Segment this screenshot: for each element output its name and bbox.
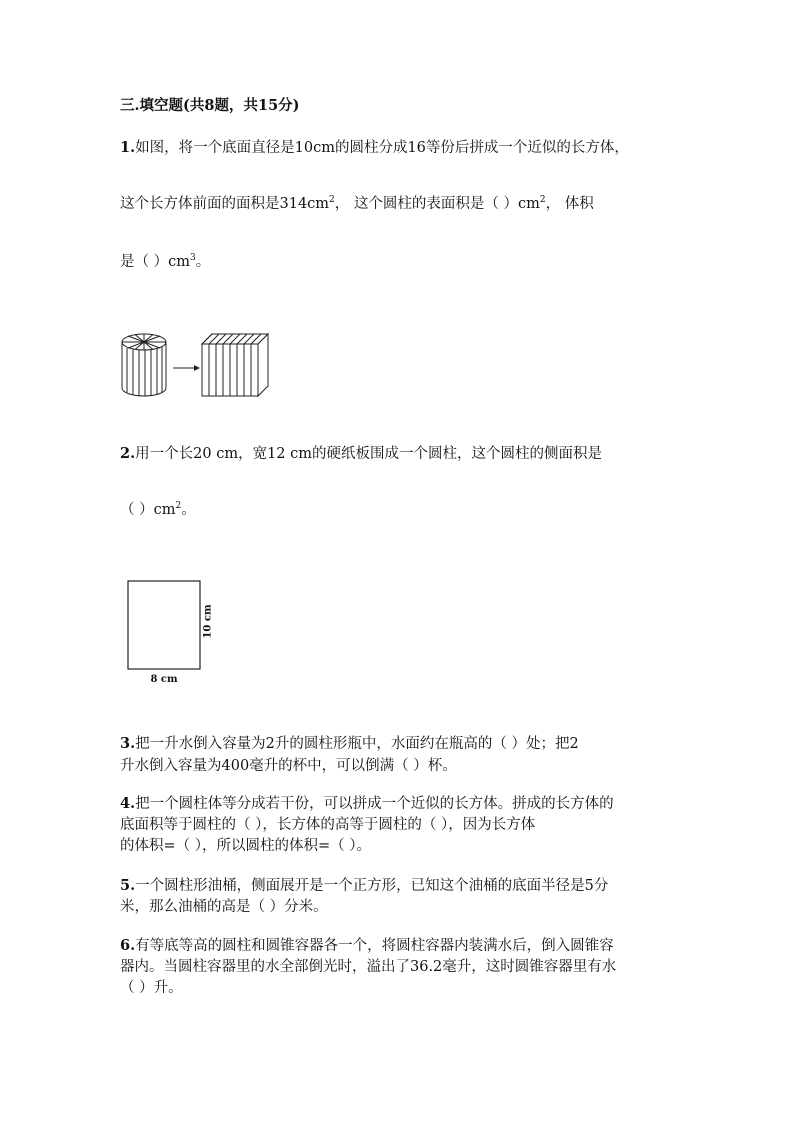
- question-1-line-3: 是（ ）$cm^3$。: [120, 253, 211, 270]
- question-6-number: 6.: [120, 937, 136, 954]
- cylinder-to-cuboid-figure: [118, 330, 278, 400]
- question-6-line-3: （ ）升。: [120, 980, 183, 996]
- rectangle-width-label: 8 cm: [150, 674, 178, 685]
- question-2-line-2: （ ）$cm^2$。: [120, 501, 196, 518]
- question-1-number: 1.: [120, 139, 136, 156]
- question-3-number: 3.: [120, 735, 136, 752]
- question-4-line-1: 4.把一个圆柱体等分成若干份，可以拼成一个近似的长方体。拼成的长方体的: [120, 795, 614, 812]
- question-4-line-2: 底面积等于圆柱的（ ），长方体的高等于圆柱的（ ），因为长方体: [120, 817, 536, 833]
- question-6-line-2: 器内。当圆柱容器里的水全部倒光时，溢出了36.2毫升，这时圆锥容器里有水: [120, 959, 617, 975]
- question-4-line-3: 的体积=（ ），所以圆柱的体积=（ ）。: [120, 838, 372, 854]
- question-3-line-2: 升水倒入容量为400毫升的杯中，可以倒满（ ）杯。: [120, 758, 457, 774]
- question-2-number: 2.: [120, 445, 136, 462]
- question-6-line-1: 6.有等底等高的圆柱和圆锥容器各一个，将圆柱容器内装满水后，倒入圆锥容: [120, 937, 614, 954]
- question-3-line-1: 3.把一升水倒入容量为2升的圆柱形瓶中，水面约在瓶高的（ ）处；把2: [120, 735, 579, 752]
- section-title: 三.填空题(共8题，共15分): [120, 97, 300, 114]
- rectangle-height-label: 10 cm: [202, 604, 214, 639]
- rectangle-height-label-wrap: [197, 600, 219, 650]
- question-5-line-1: 5.一个圆柱形油桶，侧面展开是一个正方形，已知这个油桶的底面半径是5分: [120, 877, 609, 894]
- question-4-number: 4.: [120, 795, 136, 812]
- question-5-line-2: 米，那么油桶的高是（ ）分米。: [120, 899, 328, 915]
- question-1-line-1: 1.如图，将一个底面直径是10cm的圆柱分成16等份后拼成一个近似的长方体，: [120, 139, 629, 156]
- question-1-line-2: 这个长方体前面的面积是$314cm^2$， 这个圆柱的表面积是（ ）$cm^2$， 体积: [120, 195, 594, 212]
- question-2-line-1: 2.用一个长20 cm，宽12 cm的硬纸板围成一个圆柱，这个圆柱的侧面积是: [120, 445, 602, 462]
- question-5-number: 5.: [120, 877, 136, 894]
